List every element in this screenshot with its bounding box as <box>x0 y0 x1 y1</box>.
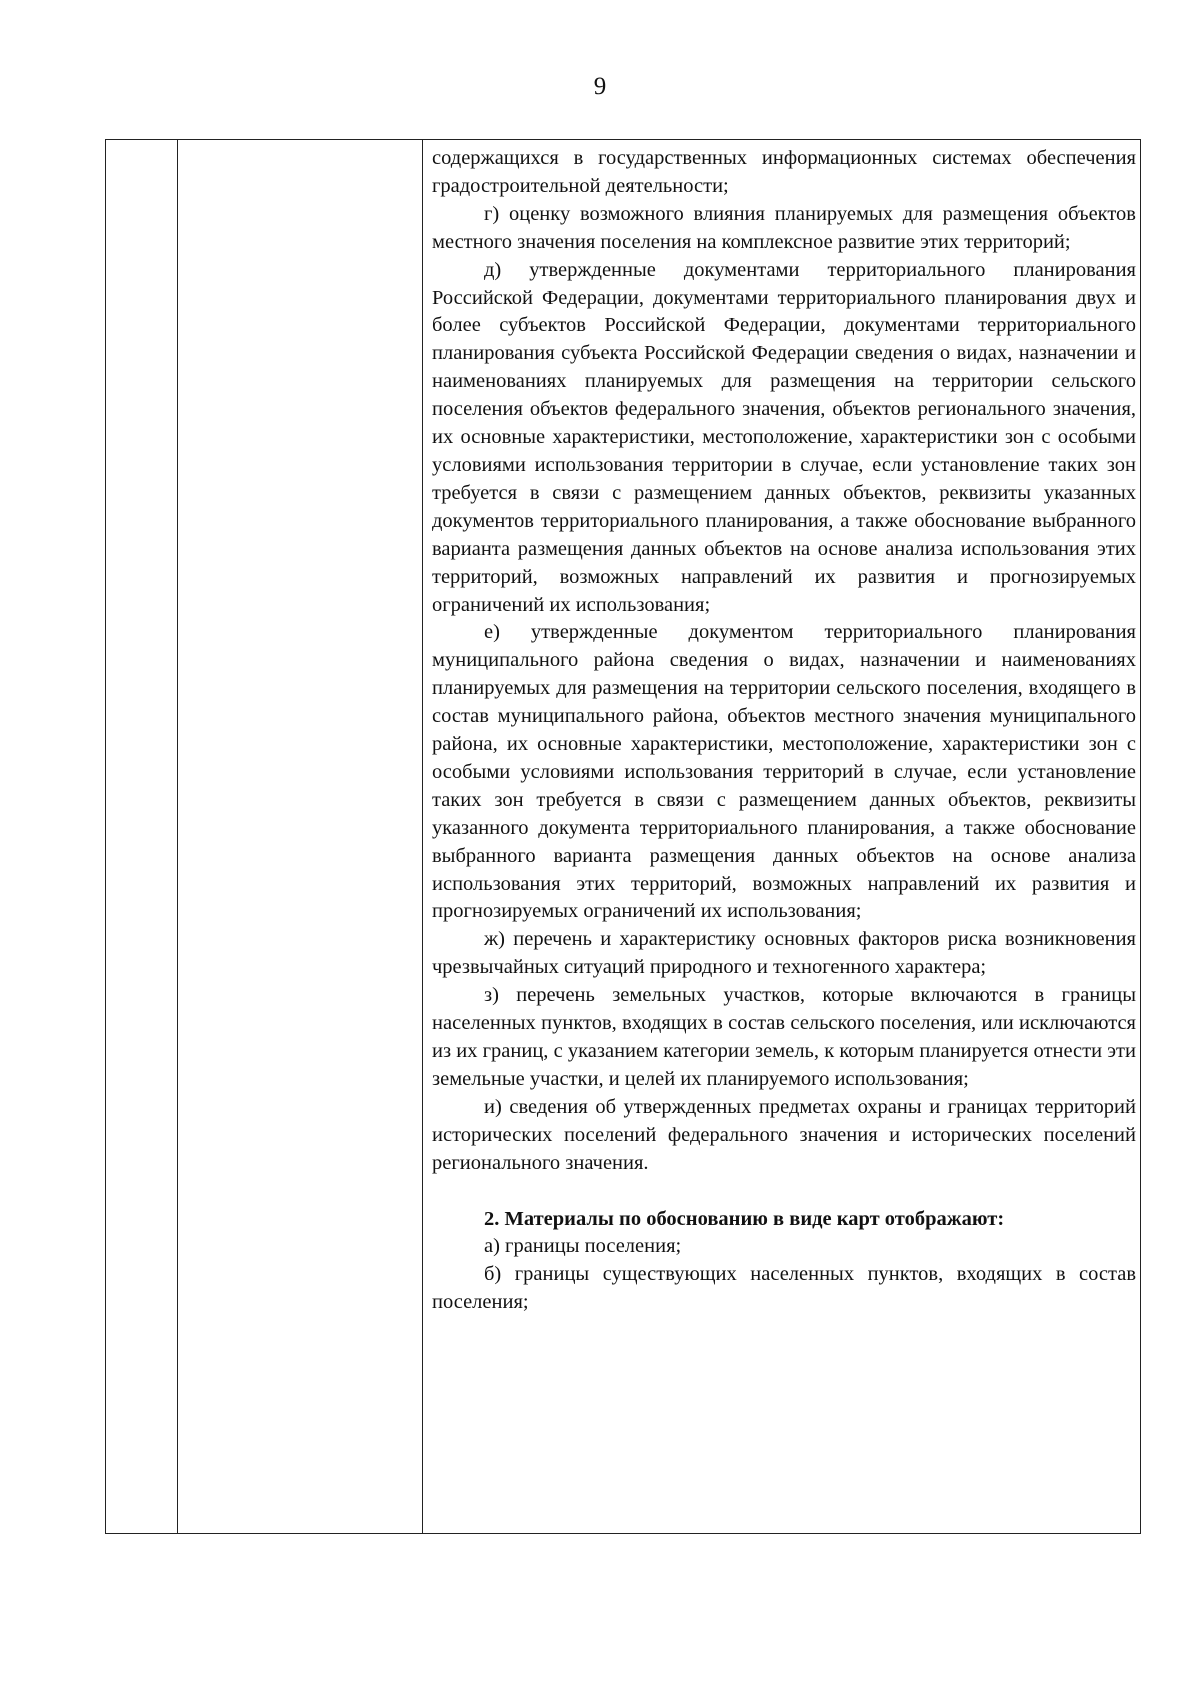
paragraph-item-zh: ж) перечень и характеристику основных факторов риска возникновения чрезвычайных ситуаций природного и техногенного характера; <box>432 928 1136 979</box>
table-cell-number <box>106 140 178 1534</box>
table-row <box>106 140 1141 1534</box>
paragraph-item-a: а) границы поселения; <box>484 1235 682 1258</box>
paragraph-item-e: е) утвержденные документом территориального планирования муниципального района сведения о видах, назначении и наименованиях планируемых для размещения на территории сельского поселения, входящего в состав муниципального района, объектов местного значения муниципального района, их основные характеристики, местоположение, характеристики зон с особыми условиями использования территорий в случае, если установление таких зон требуется в связи с размещением данных объектов, реквизиты указанного документа территориального планирования, а также обоснование выбранного варианта размещения данных объектов на основе анализа использования этих территорий, возможных направлений их развития и прогнозируемых ограничений их использования; <box>432 621 1136 923</box>
content-text-block <box>423 140 1140 1317</box>
paragraph-item-i: и) сведения об утвержденных предметах охраны и границах территорий исторических поселений федерального значения и исторических поселений регионального значения. <box>432 1095 1136 1174</box>
paragraph-continuation: содержащихся в государственных информационных системах обеспечения градостроительной деятельности; <box>432 147 1136 197</box>
page-number: 9 <box>593 73 607 100</box>
section-heading: 2. Материалы по обоснованию в виде карт отображают: <box>484 1207 1005 1230</box>
table-cell-content <box>423 140 1141 1534</box>
table-cell-section <box>178 140 423 1534</box>
paragraph-item-g: г) оценку возможного влияния планируемых для размещения объектов местного значения поселения на комплексное развитие этих территорий; <box>432 202 1136 253</box>
paragraph-item-z: з) перечень земельных участков, которые включаются в границы населенных пунктов, входящих в состав сельского поселения, или исключаются из их границ, с указанием категории земель, к которым планируется отнести эти земельные участки, и целей их планируемого использования; <box>432 984 1136 1090</box>
paragraph-item-b: б) границы существующих населенных пунктов, входящих в состав поселения; <box>432 1263 1136 1314</box>
paragraph-item-d: д) утвержденные документами территориального планирования Российской Федерации, документами территориального планирования двух и более субъектов Российской Федерации, документами территориального планирования субъекта Российской Федерации сведения о видах, назначении и наименованиях планируемых для размещения на территории сельского поселения объектов федерального значения, объектов регионального значения, их основные характеристики, местоположение, характеристики зон с особыми условиями использования территории в случае, если установление таких зон требуется в связи с размещением данных объектов, реквизиты указанных документов территориального планирования, а также обоснование выбранного варианта размещения данных объектов на основе анализа использования этих территорий, возможных направлений их развития и прогнозируемых ограничений их использования; <box>432 258 1136 616</box>
document-table <box>105 139 1141 1534</box>
